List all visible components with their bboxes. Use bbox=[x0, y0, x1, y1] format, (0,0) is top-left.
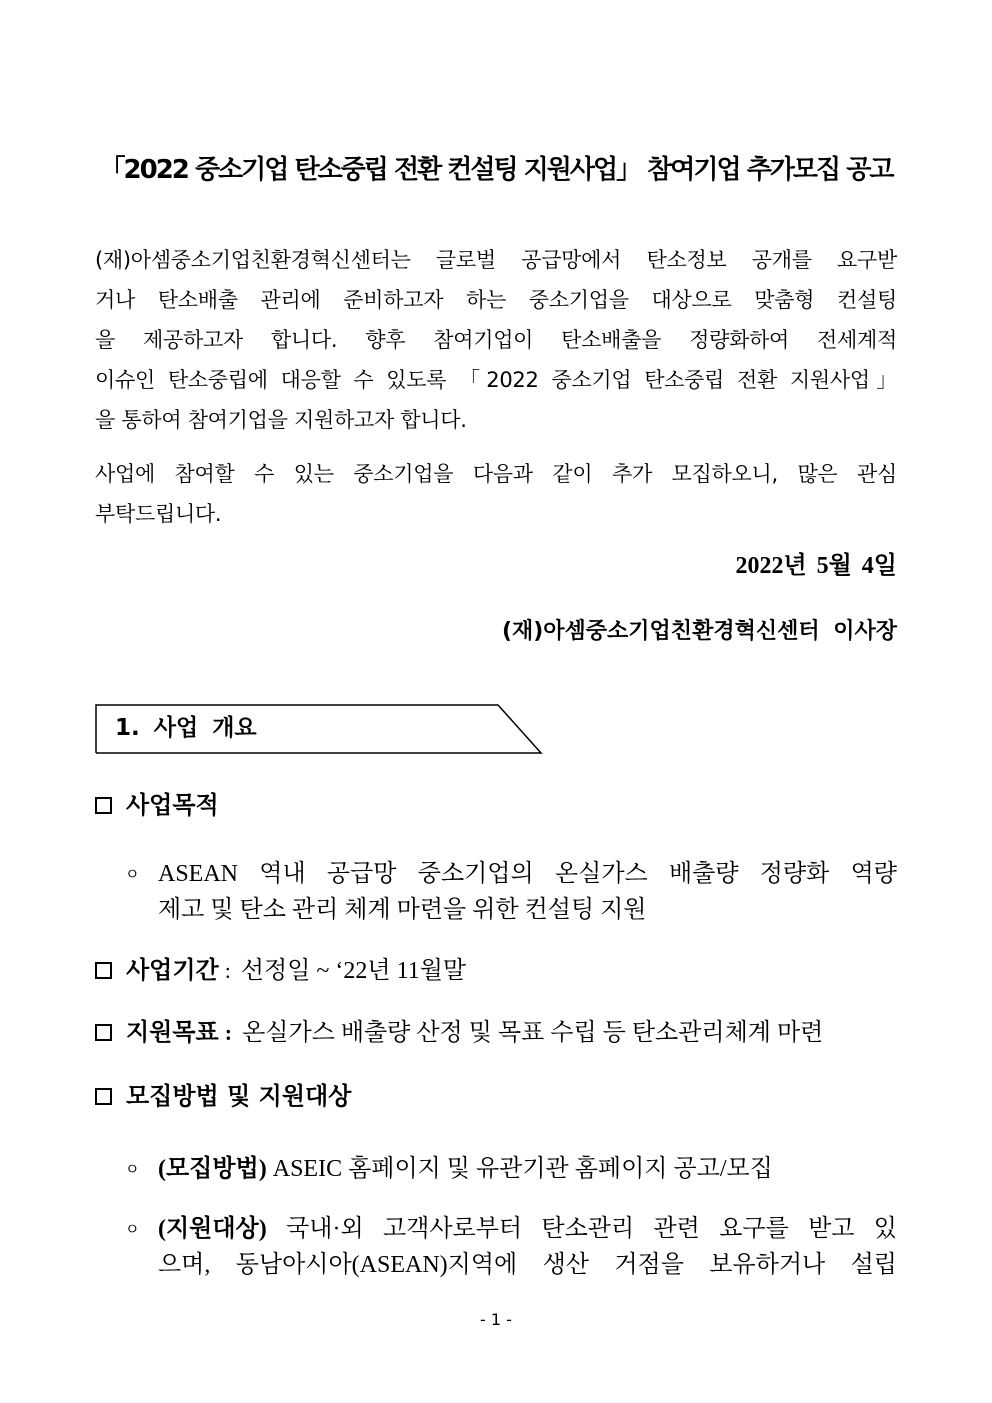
intro2-line-1: 사업에 참여할 수 있는 중소기업을 다음과 같이 추가 모집하오니, 많은 관심 bbox=[95, 462, 897, 486]
intro-line-5: 을 통하여 참여기업을 지원하고자 합니다. bbox=[95, 408, 467, 432]
recruit-target-bullet bbox=[125, 1211, 897, 1283]
goal-separator: : bbox=[224, 1020, 233, 1045]
checkbox-square-icon bbox=[95, 1024, 112, 1041]
recruit-label: 모집방법 및 지원대상 bbox=[126, 1082, 352, 1110]
page-title: 「2022 중소기업 탄소중립 전환 컨설팅 지원사업」 참여기업 추가모집 공고 bbox=[99, 155, 893, 185]
intro-paragraph-2 bbox=[95, 454, 897, 534]
period-value: 선정일 ~ ‘22년 11월말 bbox=[240, 958, 467, 984]
period-separator: : bbox=[224, 958, 231, 983]
intro-line-3: 을 제공하고자 합니다. 향후 참여기업이 탄소배출을 정량화하여 전세계적 bbox=[95, 328, 897, 352]
purpose-label: 사업목적 bbox=[126, 791, 219, 819]
purpose-line-1: ASEAN 역내 공급망 중소기업의 온실가스 배출량 정량화 역량 bbox=[158, 861, 897, 887]
recruit-method-bullet bbox=[125, 1151, 897, 1187]
intro-line-2: 거나 탄소배출 관리에 준비하고자 하는 중소기업을 대상으로 맞춤형 컨설팅 bbox=[95, 288, 897, 312]
announcement-date: 2022년 5월 4일 bbox=[735, 553, 897, 579]
intro-line-1: (재)아셈중소기업친환경혁신센터는 글로벌 공급망에서 탄소정보 공개를 요구받 bbox=[95, 248, 897, 272]
recruit-method-text: ASEIC 홈페이지 및 유관기관 홈페이지 공고/모집 bbox=[272, 1156, 773, 1182]
intro2-line-2: 부탁드립니다. bbox=[95, 502, 222, 526]
circle-bullet-icon: ㅇ bbox=[125, 1160, 140, 1178]
recruit-heading bbox=[95, 1078, 897, 1116]
organization-signature: (재)아셈중소기업친환경혁신센터 이사장 bbox=[501, 619, 897, 644]
recruit-method-line bbox=[158, 1151, 897, 1187]
section-title: 1. 사업 개요 bbox=[115, 715, 257, 741]
recruit-method-tag: (모집방법) bbox=[158, 1156, 267, 1182]
page-number: - 1 - bbox=[480, 1310, 512, 1329]
checkbox-square-icon bbox=[95, 962, 112, 979]
goal-label: 지원목표 bbox=[126, 1018, 219, 1046]
recruit-target-line-1 bbox=[158, 1211, 897, 1247]
recruit-target-line-2: 으며, 동남아시아(ASEAN)지역에 생산 거점을 보유하거나 설립 bbox=[158, 1252, 897, 1278]
goal-value: 온실가스 배출량 산정 및 목표 수립 등 탄소관리체계 마련 bbox=[242, 1020, 824, 1046]
circle-bullet-icon: ㅇ bbox=[125, 865, 140, 883]
purpose-line-2: 제고 및 탄소 관리 체계 마련을 위한 컨설팅 지원 bbox=[158, 897, 647, 923]
recruit-target-tag: (지원대상) bbox=[158, 1216, 267, 1242]
intro-paragraph bbox=[95, 240, 897, 440]
intro-line-4: 이슈인 탄소중립에 대응할 수 있도록 「2022 중소기업 탄소중립 전환 지원사업」 bbox=[95, 368, 897, 392]
checkbox-square-icon bbox=[95, 797, 112, 814]
section-heading-box bbox=[95, 704, 543, 754]
checkbox-square-icon bbox=[95, 1088, 112, 1105]
purpose-bullet bbox=[125, 856, 897, 928]
purpose-heading bbox=[95, 787, 897, 825]
period-heading bbox=[95, 952, 897, 990]
recruit-target-text-1: 국내·외 고객사로부터 탄소관리 관련 요구를 받고 있 bbox=[286, 1216, 897, 1242]
goal-heading bbox=[95, 1014, 897, 1052]
period-label: 사업기간 bbox=[126, 956, 219, 984]
circle-bullet-icon: ㅇ bbox=[125, 1220, 140, 1238]
